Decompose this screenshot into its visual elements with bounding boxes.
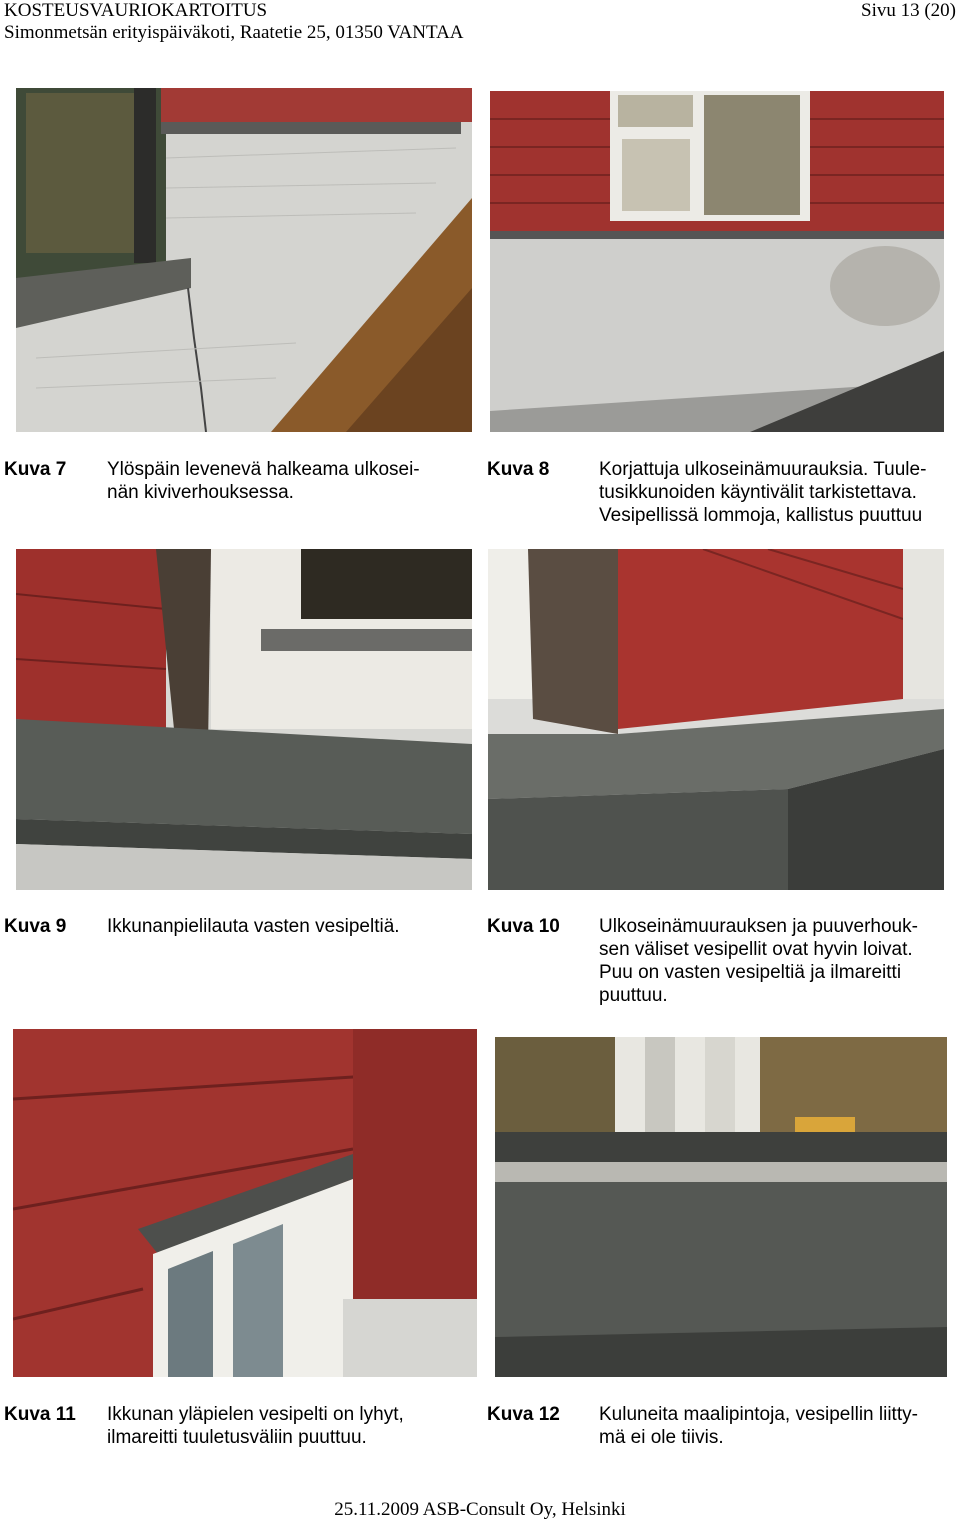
window-head-flashing-photo	[13, 1029, 477, 1377]
figure-caption-8: Korjattuja ulkoseinämuurauksia. Tuule- tusikkunoiden käyntivälit tarkistettava. Vesipellissä lommoja, kallistus puuttuu	[599, 459, 927, 526]
repaired-wall-photo	[490, 91, 944, 432]
figure-label-12: Kuva 12	[487, 1404, 560, 1425]
figure-label-9: Kuva 9	[4, 916, 67, 937]
figure-label-11: Kuva 11	[4, 1404, 76, 1425]
window-jamb-photo	[16, 549, 472, 890]
figure-caption-10: Ulkoseinämuurauksen ja puuverhouk- sen väliset vesipellit ovat hyvin loivat. Puu on vasten vesipeltiä ja ilmareitti puuttuu.	[599, 916, 918, 1006]
document-subtitle: Simonmetsän erityispäiväkoti, Raatetie 25, 01350 VANTAA	[4, 22, 464, 43]
figure-label-7: Kuva 7	[4, 459, 67, 480]
wall-crack-photo	[16, 88, 472, 432]
figure-label-10: Kuva 10	[487, 916, 560, 937]
figure-label-8: Kuva 8	[487, 459, 550, 480]
figure-caption-7: Ylöspäin levenevä halkeama ulkosei- nän kiviverhouksessa.	[107, 459, 420, 503]
footer-text: 25.11.2009 ASB-Consult Oy, Helsinki	[334, 1499, 626, 1520]
flashing-corner-photo	[488, 549, 944, 890]
figure-caption-9: Ikkunanpielilauta vasten vesipeltiä.	[107, 916, 400, 937]
page-number: Sivu 13 (20)	[861, 0, 956, 21]
worn-paint-photo	[495, 1037, 947, 1377]
figure-caption-11: Ikkunan yläpielen vesipelti on lyhyt, ilmareitti tuuletusväliin puuttuu.	[107, 1404, 404, 1448]
figure-caption-12: Kuluneita maalipintoja, vesipellin liitty- mä ei ole tiivis.	[599, 1404, 918, 1448]
document-title: KOSTEUSVAURIOKARTOITUS	[4, 0, 268, 21]
